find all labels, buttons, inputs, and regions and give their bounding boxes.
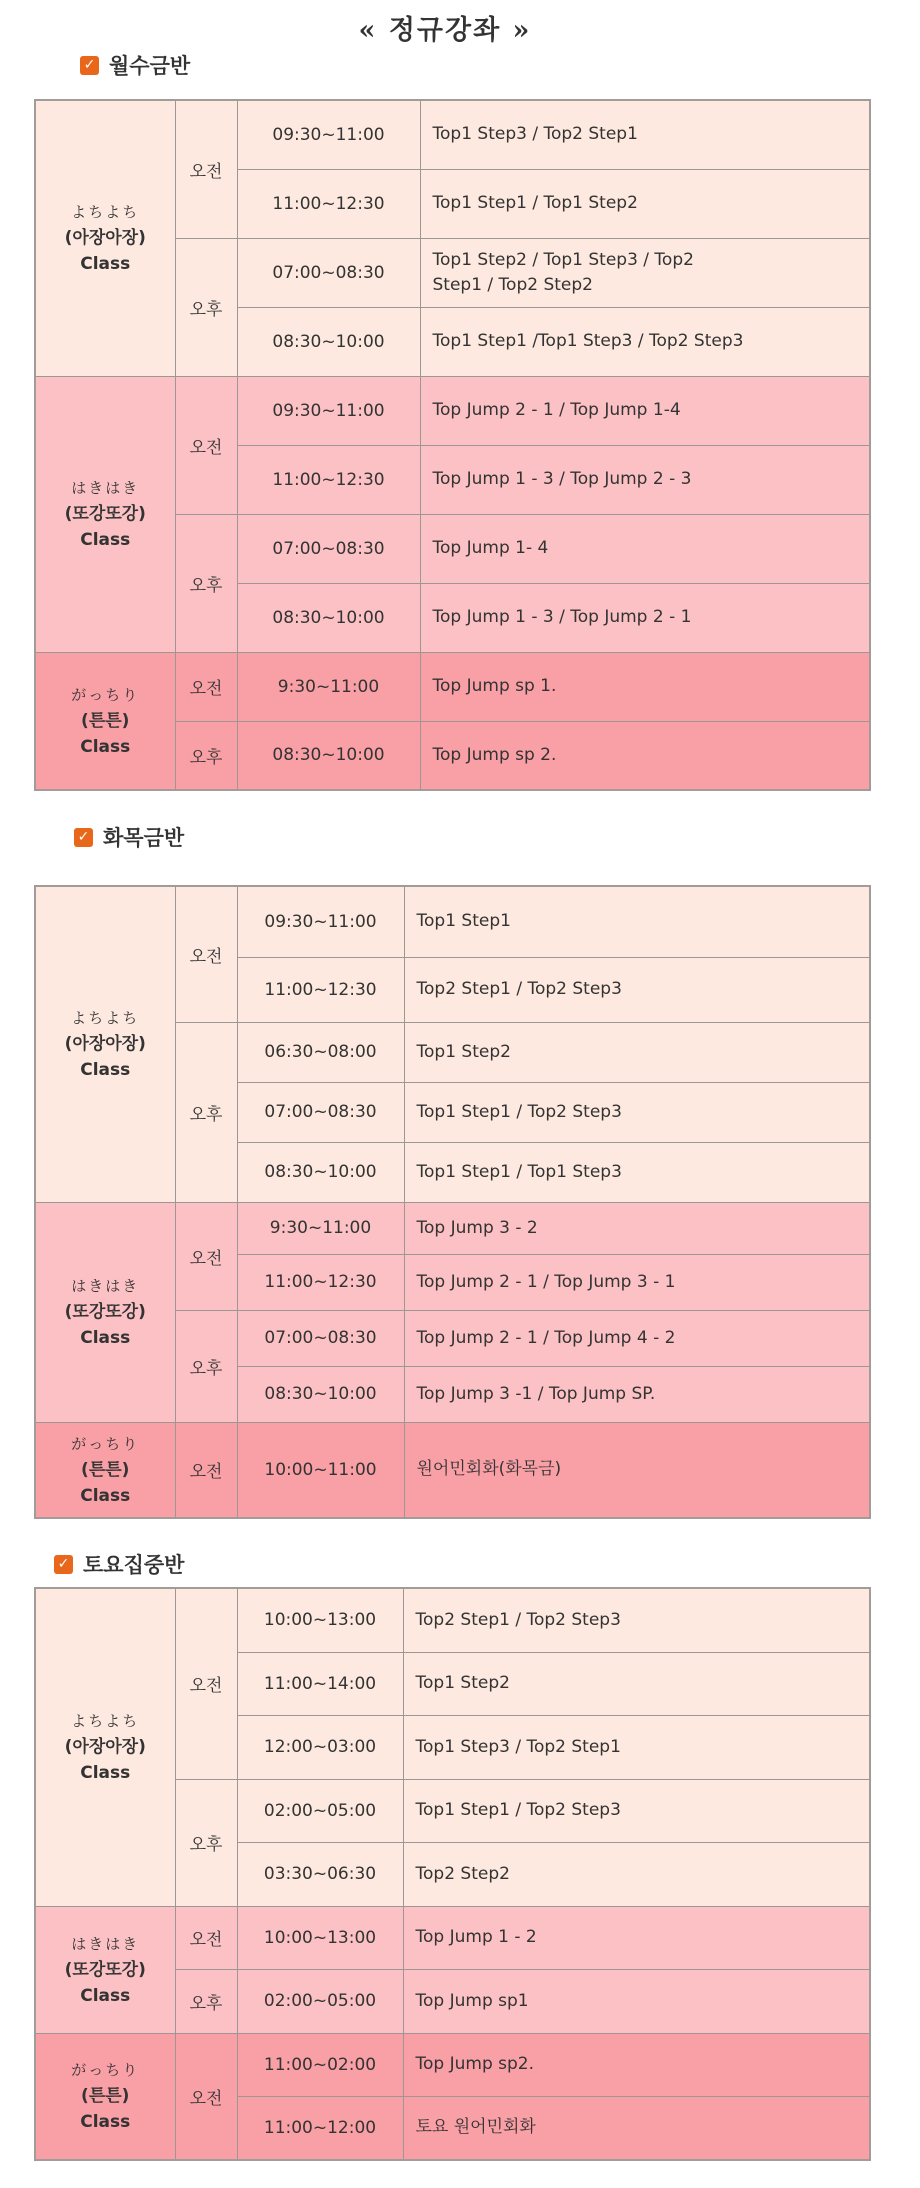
table-row: [35, 652, 870, 721]
class-ko: (튼튼): [81, 710, 130, 731]
time-cell: 07:00~08:30: [237, 514, 420, 583]
course-cell: Top Jump sp 1.: [420, 652, 870, 721]
course-cell: Top Jump 2 - 1 / Top Jump 3 - 1: [404, 1254, 870, 1310]
period-am: 오전: [175, 100, 237, 238]
checked-checkbox-icon: ✓: [80, 56, 99, 75]
table-row: [35, 376, 870, 445]
class-cell-haki: [35, 1202, 175, 1422]
time-cell: 10:00~13:00: [237, 1906, 403, 1969]
class-jp: はきはき: [71, 1277, 140, 1295]
class-en: Class: [80, 2112, 131, 2133]
course-cell: Top Jump sp2.: [403, 2033, 870, 2096]
section-saturday: [34, 1549, 871, 2161]
course-cell: Top Jump 1 - 3 / Top Jump 2 - 1: [420, 583, 870, 652]
course-cell: Top1 Step2 / Top1 Step3 / Top2 Step1 / Top2 Step2: [420, 238, 870, 307]
table-row: [35, 100, 870, 169]
course-cell: Top Jump 1 - 3 / Top Jump 2 - 3: [420, 445, 870, 514]
class-ko: (또강또강): [64, 1302, 146, 1322]
course-cell: Top2 Step1 / Top2 Step3: [404, 957, 870, 1022]
time-cell: 11:00~12:30: [237, 957, 404, 1022]
course-cell: Top1 Step1 / Top1 Step2: [420, 169, 870, 238]
period-am: 오전: [175, 886, 237, 1022]
period-am: 오전: [175, 1422, 237, 1518]
class-ko: (아장아장): [64, 1737, 146, 1758]
time-cell: 07:00~08:30: [237, 1082, 404, 1142]
period-am: 오전: [175, 652, 237, 721]
class-en: Class: [80, 1328, 131, 1348]
class-cell-yochi: [35, 100, 175, 376]
course-cell: Top1 Step1 /Top1 Step3 / Top2 Step3: [420, 307, 870, 376]
course-cell: Top Jump 3 -1 / Top Jump SP.: [404, 1366, 870, 1422]
course-cell: 원어민회화(화목금): [404, 1422, 870, 1518]
class-ko: (또강또강): [64, 1959, 146, 1980]
table-row: [35, 1422, 870, 1518]
period-pm: 오후: [175, 1779, 237, 1906]
course-cell: Top Jump 3 - 2: [404, 1202, 870, 1254]
table-row: [35, 2033, 870, 2096]
time-cell: 08:30~10:00: [237, 1366, 404, 1422]
class-en: Class: [80, 1763, 131, 1784]
time-cell: 11:00~02:00: [237, 2033, 403, 2096]
course-cell: Top2 Step1 / Top2 Step3: [403, 1588, 870, 1652]
period-am: 오전: [175, 376, 237, 514]
time-cell: 09:30~11:00: [237, 100, 420, 169]
time-cell: 02:00~05:00: [237, 1969, 403, 2033]
time-cell: 10:00~11:00: [237, 1422, 404, 1518]
schedule-table: [34, 99, 871, 791]
course-cell: Top Jump sp 2.: [420, 721, 870, 790]
class-en: Class: [80, 1485, 131, 1506]
course-cell: Top1 Step2: [403, 1652, 870, 1715]
class-cell-gacchiri: [35, 2033, 175, 2160]
schedule-table: [34, 885, 871, 1519]
time-cell: 11:00~12:30: [237, 1254, 404, 1310]
class-cell-yochi: [35, 886, 175, 1202]
course-cell: Top1 Step1 / Top2 Step3: [404, 1082, 870, 1142]
class-en: Class: [80, 1985, 131, 2006]
period-pm: 오후: [175, 514, 237, 652]
class-jp: よちよち: [71, 1712, 140, 1731]
class-en: Class: [80, 1060, 131, 1081]
course-cell: Top1 Step3 / Top2 Step1: [403, 1715, 870, 1779]
class-cell-haki: [35, 1906, 175, 2033]
time-cell: 08:30~10:00: [237, 1142, 404, 1202]
period-am: 오전: [175, 1906, 237, 1969]
class-jp: がっちり: [71, 1434, 140, 1453]
class-ko: (아장아장): [64, 1034, 146, 1055]
time-cell: 09:30~11:00: [237, 376, 420, 445]
section-title: 토요집중반: [83, 1553, 185, 1577]
section-header: [80, 50, 871, 80]
course-cell: Top1 Step2: [404, 1022, 870, 1082]
class-en: Class: [80, 254, 131, 275]
section-title: 월수금반: [109, 54, 191, 78]
class-en: Class: [80, 530, 131, 550]
time-cell: 08:30~10:00: [237, 307, 420, 376]
section-mon-wed-fri: [34, 50, 871, 791]
course-cell: Top Jump 2 - 1 / Top Jump 1-4: [420, 376, 870, 445]
time-cell: 10:00~13:00: [237, 1588, 403, 1652]
class-jp: よちよち: [71, 203, 140, 222]
course-cell: Top1 Step1 / Top1 Step3: [404, 1142, 870, 1202]
course-cell: Top Jump 1 - 2: [403, 1906, 870, 1969]
class-jp: がっちり: [71, 2061, 140, 2080]
time-cell: 03:30~06:30: [237, 1842, 403, 1906]
class-en: Class: [80, 736, 131, 757]
class-cell-gacchiri: [35, 652, 175, 790]
course-cell: Top1 Step3 / Top2 Step1: [420, 100, 870, 169]
time-cell: 09:30~11:00: [237, 886, 404, 957]
class-jp: よちよち: [71, 1009, 140, 1028]
period-am: 오전: [175, 1588, 237, 1779]
period-pm: 오후: [175, 1022, 237, 1202]
schedule-table: [34, 1587, 871, 2161]
period-pm: 오후: [175, 721, 237, 790]
course-cell: Top2 Step2: [403, 1842, 870, 1906]
course-cell: Top1 Step1 / Top2 Step3: [403, 1779, 870, 1842]
time-cell: 11:00~12:30: [237, 445, 420, 514]
time-cell: 11:00~14:00: [237, 1652, 403, 1715]
period-am: 오전: [175, 1202, 237, 1310]
time-cell: 08:30~10:00: [237, 583, 420, 652]
class-ko: (또강또강): [64, 504, 146, 524]
time-cell: 11:00~12:00: [237, 2096, 403, 2160]
section-header: [74, 822, 871, 852]
time-cell: 08:30~10:00: [237, 721, 420, 790]
time-cell: 07:00~08:30: [237, 1310, 404, 1366]
class-jp: はきはき: [71, 1934, 140, 1953]
time-cell: 07:00~08:30: [237, 238, 420, 307]
class-jp: がっちり: [71, 685, 140, 704]
time-cell: 06:30~08:00: [237, 1022, 404, 1082]
class-ko: (튼튼): [81, 1459, 130, 1480]
course-cell: Top Jump 2 - 1 / Top Jump 4 - 2: [404, 1310, 870, 1366]
checked-checkbox-icon: ✓: [54, 1555, 73, 1574]
course-cell: Top1 Step1: [404, 886, 870, 957]
table-row: [35, 886, 870, 957]
table-row: [35, 1906, 870, 1969]
section-title: 화목금반: [103, 826, 185, 850]
period-am: 오전: [175, 2033, 237, 2160]
page-title: « 정규강좌 »: [358, 15, 532, 46]
period-pm: 오후: [175, 238, 237, 376]
time-cell: 11:00~12:30: [237, 169, 420, 238]
section-tue-thu-fri: [34, 822, 871, 1519]
section-header: [54, 1549, 871, 1579]
course-cell: Top Jump 1- 4: [420, 514, 870, 583]
checked-checkbox-icon: ✓: [74, 828, 93, 847]
class-jp: はきはき: [71, 479, 140, 497]
course-cell: 토요 원어민회화: [403, 2096, 870, 2160]
period-pm: 오후: [175, 1969, 237, 2033]
time-cell: 12:00~03:00: [237, 1715, 403, 1779]
time-cell: 9:30~11:00: [237, 1202, 404, 1254]
class-cell-haki: [35, 376, 175, 652]
class-ko: (아장아장): [64, 228, 146, 249]
period-pm: 오후: [175, 1310, 237, 1422]
time-cell: 02:00~05:00: [237, 1779, 403, 1842]
class-cell-yochi: [35, 1588, 175, 1906]
course-cell: Top Jump sp1: [403, 1969, 870, 2033]
time-cell: 9:30~11:00: [237, 652, 420, 721]
class-ko: (튼튼): [81, 2086, 130, 2107]
class-cell-gacchiri: [35, 1422, 175, 1518]
table-row: [35, 1588, 870, 1652]
table-row: [35, 1202, 870, 1254]
